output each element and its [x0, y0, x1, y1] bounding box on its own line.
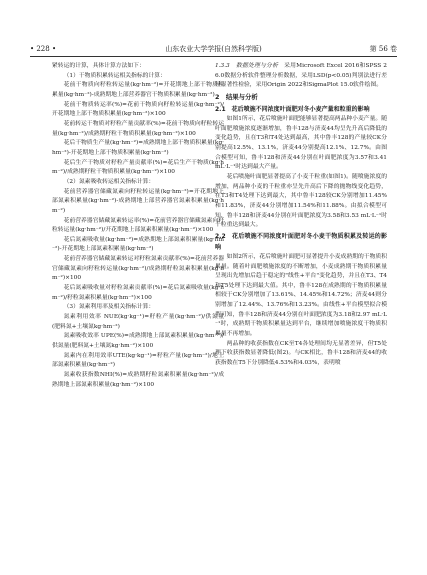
formula: 氮素收获指数NHI(%)=成熟期籽粒氮素积累量(kg·hm⁻²)/成熟期地上部氮素积累量(kg·hm⁻²)×100	[52, 372, 224, 388]
paragraph-text: 采用Microsoft Excel 2016和SPSS 26.0数据分析软件整理分析数据，采用LSD(p<0.05)判别法进行差异显著性检验，采用Origin 2022和SigmaPlot 15.0软件绘图。	[215, 63, 387, 89]
left-column	[52, 62, 224, 390]
header-rule	[30, 56, 397, 57]
journal-title: 山东农业大学学报(自然科学版)	[165, 45, 262, 53]
formula: 氮素内在利用效率UTE(kg·kg⁻¹)=籽粒产量(kg·hm⁻²)/地上部氮素积累量(kg·hm⁻²)	[52, 352, 224, 369]
list-heading: （3）氮素利用率及相关指标计算：	[63, 304, 155, 311]
subsection-heading: 1.3.3 数据处理与分析	[215, 63, 279, 69]
paragraph: 如图1所示，花后喷施叶面肥能够显著提高两品种小麦产量。随叶面肥喷施浓度逐渐增加，鲁丰128与济麦44均呈先升高后降低的变化趋势，且在T3和T4处达到最高，其中鲁丰128的产量较CK分别提高12.5%、13.1%，济麦44分别提高12.1%、12.7%。由图合模型可知，鲁丰128和济麦44分别在叶面肥浓度为3.57和3.41 mL·L⁻¹时达到最大产量。	[215, 115, 387, 171]
formula: 花后氮素吸收量(kg·hm⁻²)=成熟期地上部氮素积累量(kg·hm⁻²)-开花期地上部氮素积累量(kg·hm⁻²)	[52, 236, 224, 253]
list-heading: （2）氮素吸收转运相关指标计算：	[63, 178, 155, 185]
formula: 花前营养器官储藏氮素转运率(%)=花前营养器官储藏氮素向籽粒转运量(kg·hm⁻²)/开花期地上部氮素积累量(kg·hm⁻²)×100	[52, 217, 224, 234]
formula: 花后生产干物质对籽粒产量贡献率(%)=花后生产干物质(kg·hm⁻²)/成熟期籽粒干物质积累量(kg·hm⁻²)×100	[52, 159, 224, 176]
formula: 花后氮素吸收量对籽粒氮素贡献率(%)=花后氮素吸收量(kg·hm⁻²)/籽粒氮素积累量(kg·hm⁻²)×100	[52, 285, 224, 301]
formula: 花前转运干物质对籽粒产量贡献率(%)=花前干物质向籽粒转运量(kg·hm⁻²)/成熟期籽粒干物质积累量(kg·hm⁻²)×100	[52, 120, 224, 137]
formula: 氮素利用效率 NUE(kg·kg⁻¹)=籽粒产量(kg·hm⁻²)/供氮量(肥料氮+土壤氮kg·hm⁻²)	[52, 314, 224, 330]
paragraph: 紧转运的计算，具体计算方法如下：	[52, 63, 145, 69]
formula: 氮素吸收效率 UPE(%)=成熟期地上部氮素积累量(kg·hm⁻²)/供氮量(肥料氮+土壤氮kg·hm⁻²)×100	[52, 333, 224, 350]
paragraph: 花后喷施叶面肥显著提高了小麦千粒重(如图1)。随喷施浓度的增加，两品种小麦的千粒重亦呈先升高后下降的抛物线变化趋势，在T3和T4处理下达到最大，其中鲁丰128较CK分别增加11.45%和11.83%，济麦44分别增加11.54%和11.88%。由拟合模型可知，鲁丰128和济麦44分别在叶面肥浓度为3.58和3.53 mL·L⁻¹时千粒重达到最大。	[215, 173, 387, 229]
page-number: • 228 •	[30, 45, 57, 53]
paragraph: 如图2所示，花后喷施叶面肥可显著提升小麦成熟期的干物质积累量。随着叶面肥喷施浓度的不断增加，小麦成熟期干物质积累量呈现出先增加后趋于稳定的"线性+平台"变化趋势，并且在T3、T4和T5处理下达到最大值。其中，鲁丰128在成熟期的干物质积累量相较于CK分别增加了13.61%、14.45%和14.72%；济麦44则分别增加了12.44%、13.76%和13.23%。由线性+平台模型拟合模型可知，鲁丰128和济麦44分别在叶面肥浓度为3.18和2.97 mL·L⁻¹时，成熟期干物质积累量达到平台，继续增加喷施浓度干物质积累量不再增加。	[215, 253, 387, 338]
section-heading: 2.1 花后喷施不同浓度叶面肥对冬小麦产量和粒重的影响	[215, 105, 370, 113]
section-heading: 2.2 花后喷施不同浓度叶面肥对冬小麦干物质积累及转运的影响	[215, 232, 387, 251]
list-heading: （1）干物质积累转运相关指标的计算：	[63, 72, 166, 79]
formula: 花前营养器官储藏氮素转运对籽粒氮素贡献率(%)=花前营养器官储藏氮素向籽粒转运量(kg·hm⁻²)/成熟期籽粒氮素积累量(kg·hm⁻²)×100	[52, 256, 224, 282]
volume-label: 第 56 卷	[369, 45, 397, 53]
paragraph: 两品种的收获指数在CK至T4各处理间均无显著差异，但T5处理下收获指数显著降低(图2)。与CK相比，鲁丰128和济麦44的收获指数在T5下分别降低4.53%和4.03%，表明喷	[215, 340, 387, 367]
running-header	[30, 44, 397, 54]
formula: 花前营养器官储藏氮素向籽粒转运量(kg·hm⁻²)=开花期地上部氮素积累量(kg·hm⁻²)-成熟期地上部营养器官氮素积累量(kg·hm⁻²)	[52, 188, 224, 214]
data-analysis-paragraph	[215, 62, 387, 91]
formula: 花前干物质转运率(%)=花前干物质向籽粒转运量(kg·hm⁻²)/开花期地上部干物质积累量(kg·hm⁻²)×100	[52, 101, 224, 118]
formula: 花前干物质向籽粒转运量(kg·hm⁻²)=开花期地上部干物质积累量(kg·hm⁻²)-成熟期地上部营养器官干物质积累量(kg·hm⁻²)	[52, 82, 224, 98]
formula: 花后干物质生产量(kg·hm⁻²)=成熟期地上部干物质积累量(kg·hm⁻²)-开花期地上部干物质积累量(kg·hm⁻²)	[52, 140, 224, 156]
right-column	[215, 62, 387, 369]
section-heading: 2 结果与分析	[215, 92, 258, 101]
